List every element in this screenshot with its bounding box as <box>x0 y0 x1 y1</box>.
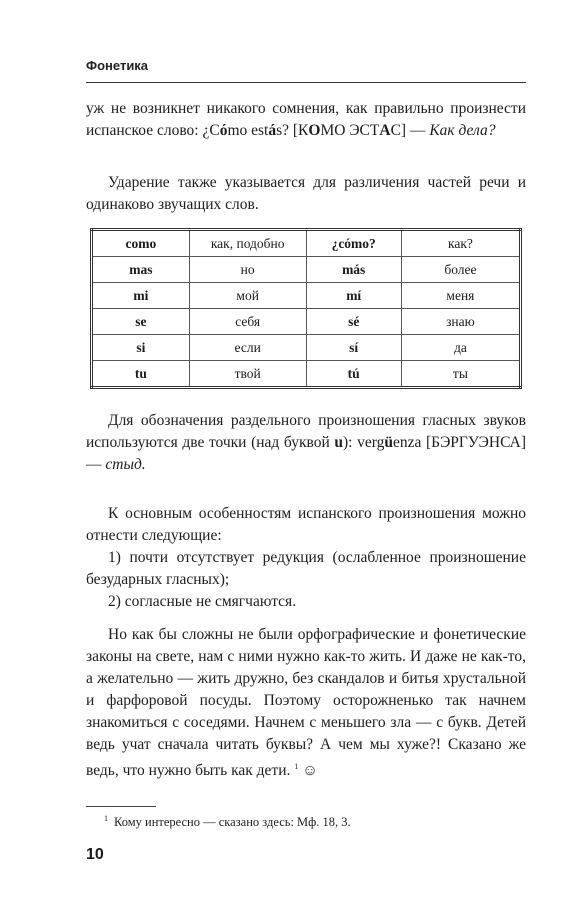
table-cell: но <box>189 257 306 283</box>
smiley-icon: ☺ <box>302 762 318 780</box>
table-cell: tu <box>92 361 190 388</box>
header-rule <box>86 82 526 83</box>
accent-table <box>90 228 522 389</box>
paragraph-3: Для обозначения раздельного произношения гласных звуков используются две точки (над буквой u): vergüenza [БЭРГУЭНСА] — стыд. <box>86 412 526 473</box>
table-row <box>92 361 521 388</box>
footnote-rule <box>86 806 156 807</box>
table-row <box>92 309 521 335</box>
table-cell: себя <box>189 309 306 335</box>
table-cell: se <box>92 309 190 335</box>
table-cell: sé <box>306 309 401 335</box>
paragraph-5: Но как бы сложны не были орфографические и фонетические законы на свете, нам с ними нужно как-то жить. И даже не как-то, а желательно — жить дружно, без скандалов и битья хрустальной и фарфоровой посуды. Поэтому осторожненько так начнем знакомиться с соседями. Начнем с меньшего зла — с букв. Детей ведь учат сначала читать буквы? А чем мы хуже?! Сказано же ведь, что нужно быть как дети. $^1$ ☺ <box>86 626 526 780</box>
table-cell: si <box>92 335 190 361</box>
table-row <box>92 230 521 257</box>
paragraph-2: Ударение также указывается для различения частей речи и одинаково звучащих слов. <box>86 174 526 213</box>
running-header: Фонетика <box>86 58 149 73</box>
footnote: $^1$ Кому интересно — сказано здесь: Мф. 18, 3. <box>104 814 351 830</box>
list-item: 2) согласные не смягчаются. <box>108 593 297 610</box>
table-cell: как? <box>401 230 520 257</box>
table-cell: как, подобно <box>189 230 306 257</box>
table-row <box>92 335 521 361</box>
table-cell: sí <box>306 335 401 361</box>
table-cell: знаю <box>401 309 520 335</box>
table-row <box>92 283 521 309</box>
table-cell: более <box>401 257 520 283</box>
table-cell: мой <box>189 283 306 309</box>
list-item: 1) почти отсутствует редукция (ослабленное произношение безударных гласных); <box>86 549 526 588</box>
table-cell: mí <box>306 283 401 309</box>
table-cell: да <box>401 335 520 361</box>
footnote-marker: 1 <box>294 762 299 771</box>
table-cell: ¿cómo? <box>306 230 401 257</box>
table-cell: меня <box>401 283 520 309</box>
table-cell: tú <box>306 361 401 388</box>
paragraph-4: К основным особенностям испанского произношения можно отнести следующие: 1) почти отсутствует редукция (ослабленное произношение безударных гласных); 2) согласные не смягчаются. <box>86 503 526 613</box>
table-cell: твой <box>189 361 306 388</box>
table-cell: если <box>189 335 306 361</box>
table-cell: como <box>92 230 190 257</box>
table-cell: mas <box>92 257 190 283</box>
table-cell: mi <box>92 283 190 309</box>
page-number: 10 <box>86 846 104 863</box>
paragraph-1: уж не возникнет никакого сомнения, как правильно произнести испанское слово: ¿Cómo estás? [КОМО ЭСТАС] — Как дела? <box>86 100 526 139</box>
table-cell: más <box>306 257 401 283</box>
table-cell: ты <box>401 361 520 388</box>
table-row <box>92 257 521 283</box>
